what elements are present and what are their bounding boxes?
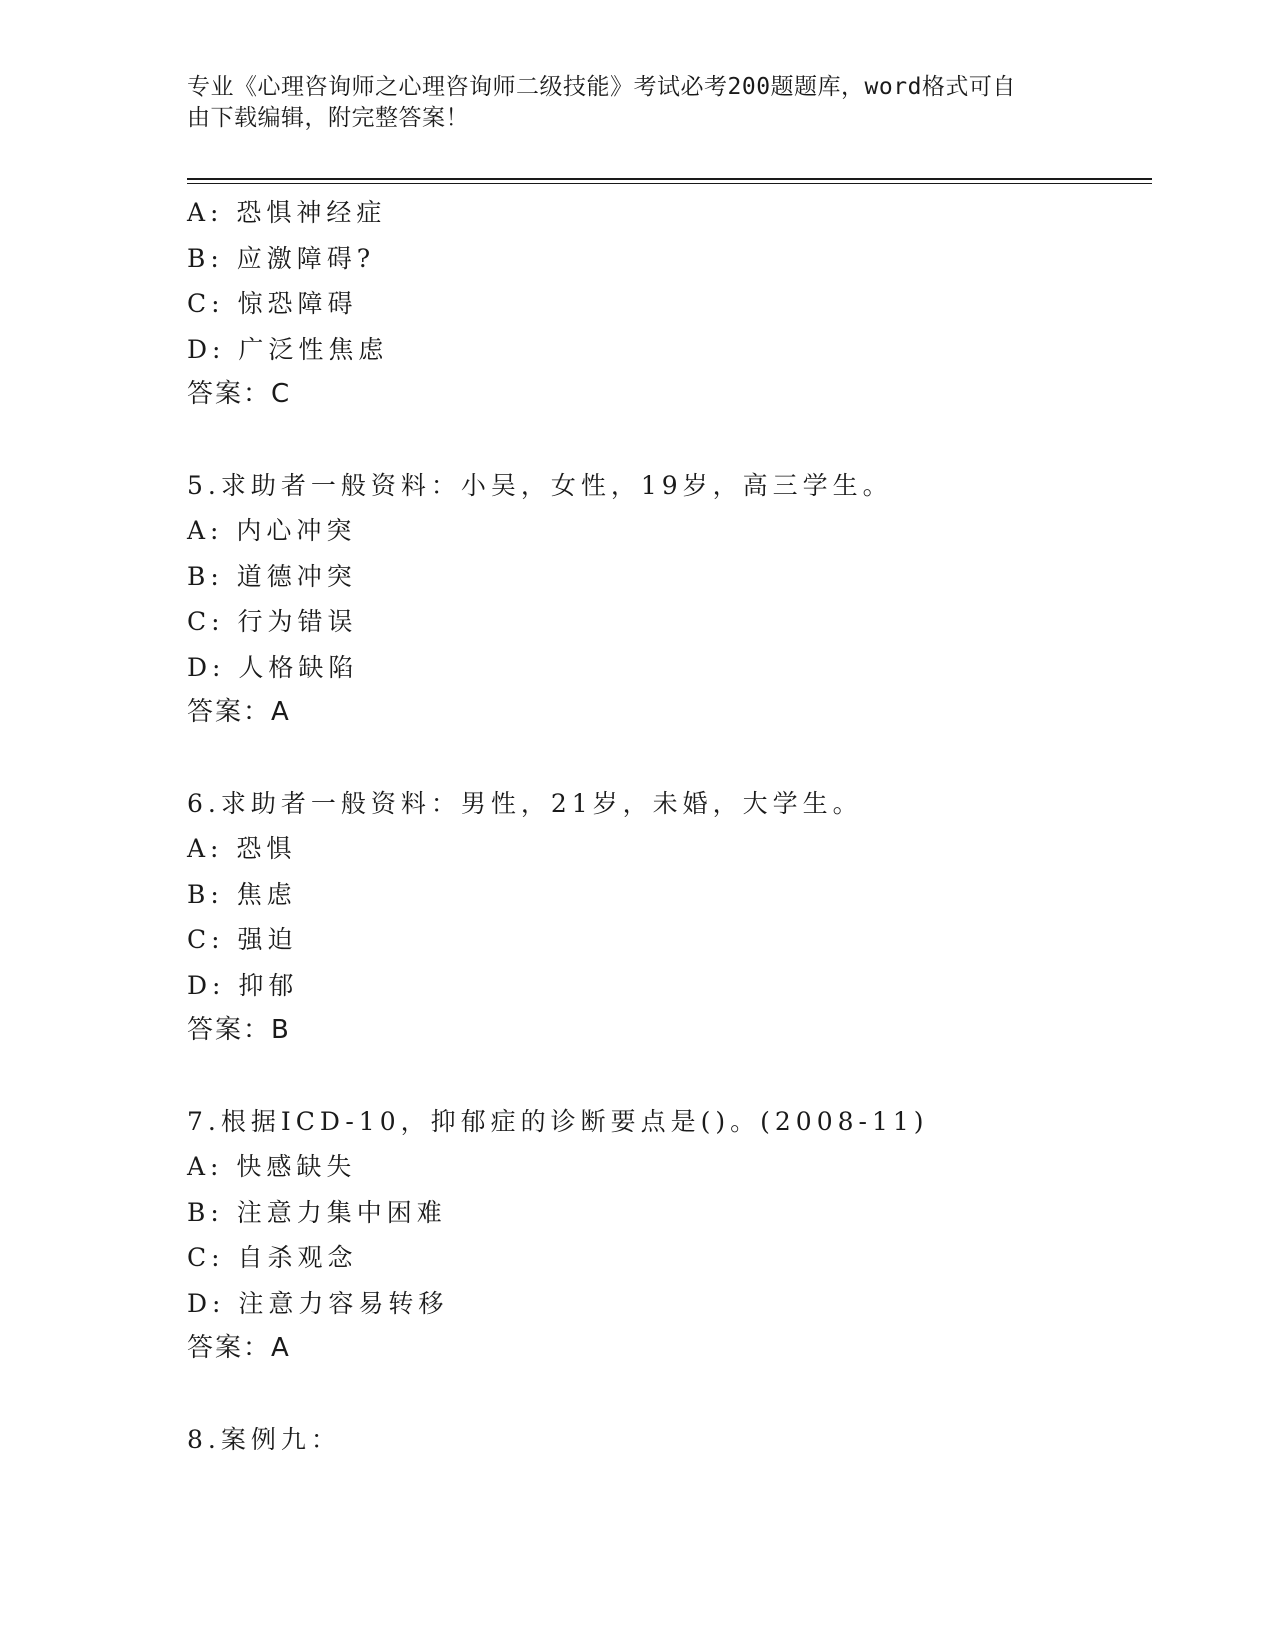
option-b: B: 道德冲突 [187, 561, 357, 591]
option-c: C: 强迫 [187, 925, 298, 954]
option-b: B: 注意力集中困难 [187, 1197, 447, 1227]
option-d: D: 抑郁 [187, 970, 299, 1000]
header-rule-thick [187, 178, 1152, 180]
option-a: A: 恐惧神经症 [187, 198, 387, 227]
answer-line: 答案：A [187, 697, 291, 727]
spacer [187, 1372, 1147, 1417]
question-block [187, 1099, 1147, 1372]
option-d: D: 人格缺陷 [187, 652, 359, 682]
option-a: A: 恐惧 [187, 834, 297, 863]
option-a: A: 内心冲突 [187, 516, 357, 545]
question-block [187, 190, 1147, 418]
question-stem: 5.求助者一般资料：小吴，女性，19岁，高三学生。 [187, 470, 893, 500]
question-block [187, 781, 1147, 1054]
question-block [187, 463, 1147, 736]
option-c: C: 惊恐障碍 [187, 289, 358, 318]
question-block [187, 1417, 1147, 1463]
question-stem: 8.案例九： [187, 1424, 341, 1454]
spacer [187, 1054, 1147, 1099]
answer-line: 答案：C [187, 379, 292, 409]
option-b: B: 焦虑 [187, 879, 297, 909]
spacer [187, 418, 1147, 463]
answer-line: 答案：A [187, 1333, 291, 1363]
question-list [187, 190, 1147, 1462]
question-stem: 6.求助者一般资料：男性，21岁，未婚，大学生。 [187, 788, 863, 818]
header-rule-thin [187, 183, 1152, 184]
option-d: D: 广泛性焦虑 [187, 334, 389, 364]
option-b: B: 应激障碍? [187, 243, 376, 273]
answer-line: 答案：B [187, 1015, 291, 1045]
option-a: A: 快感缺失 [187, 1152, 357, 1181]
option-c: C: 行为错误 [187, 607, 358, 636]
header-line-2: 由下载编辑，附完整答案！ [187, 105, 469, 131]
document-header [187, 72, 1067, 134]
header-line-1: 专业《心理咨询师之心理咨询师二级技能》考试必考200题题库，word格式可自 [187, 74, 1016, 100]
question-stem: 7.根据ICD-10，抑郁症的诊断要点是()。(2008-11) [187, 1106, 929, 1136]
option-d: D: 注意力容易转移 [187, 1288, 449, 1318]
spacer [187, 736, 1147, 781]
option-c: C: 自杀观念 [187, 1243, 358, 1272]
